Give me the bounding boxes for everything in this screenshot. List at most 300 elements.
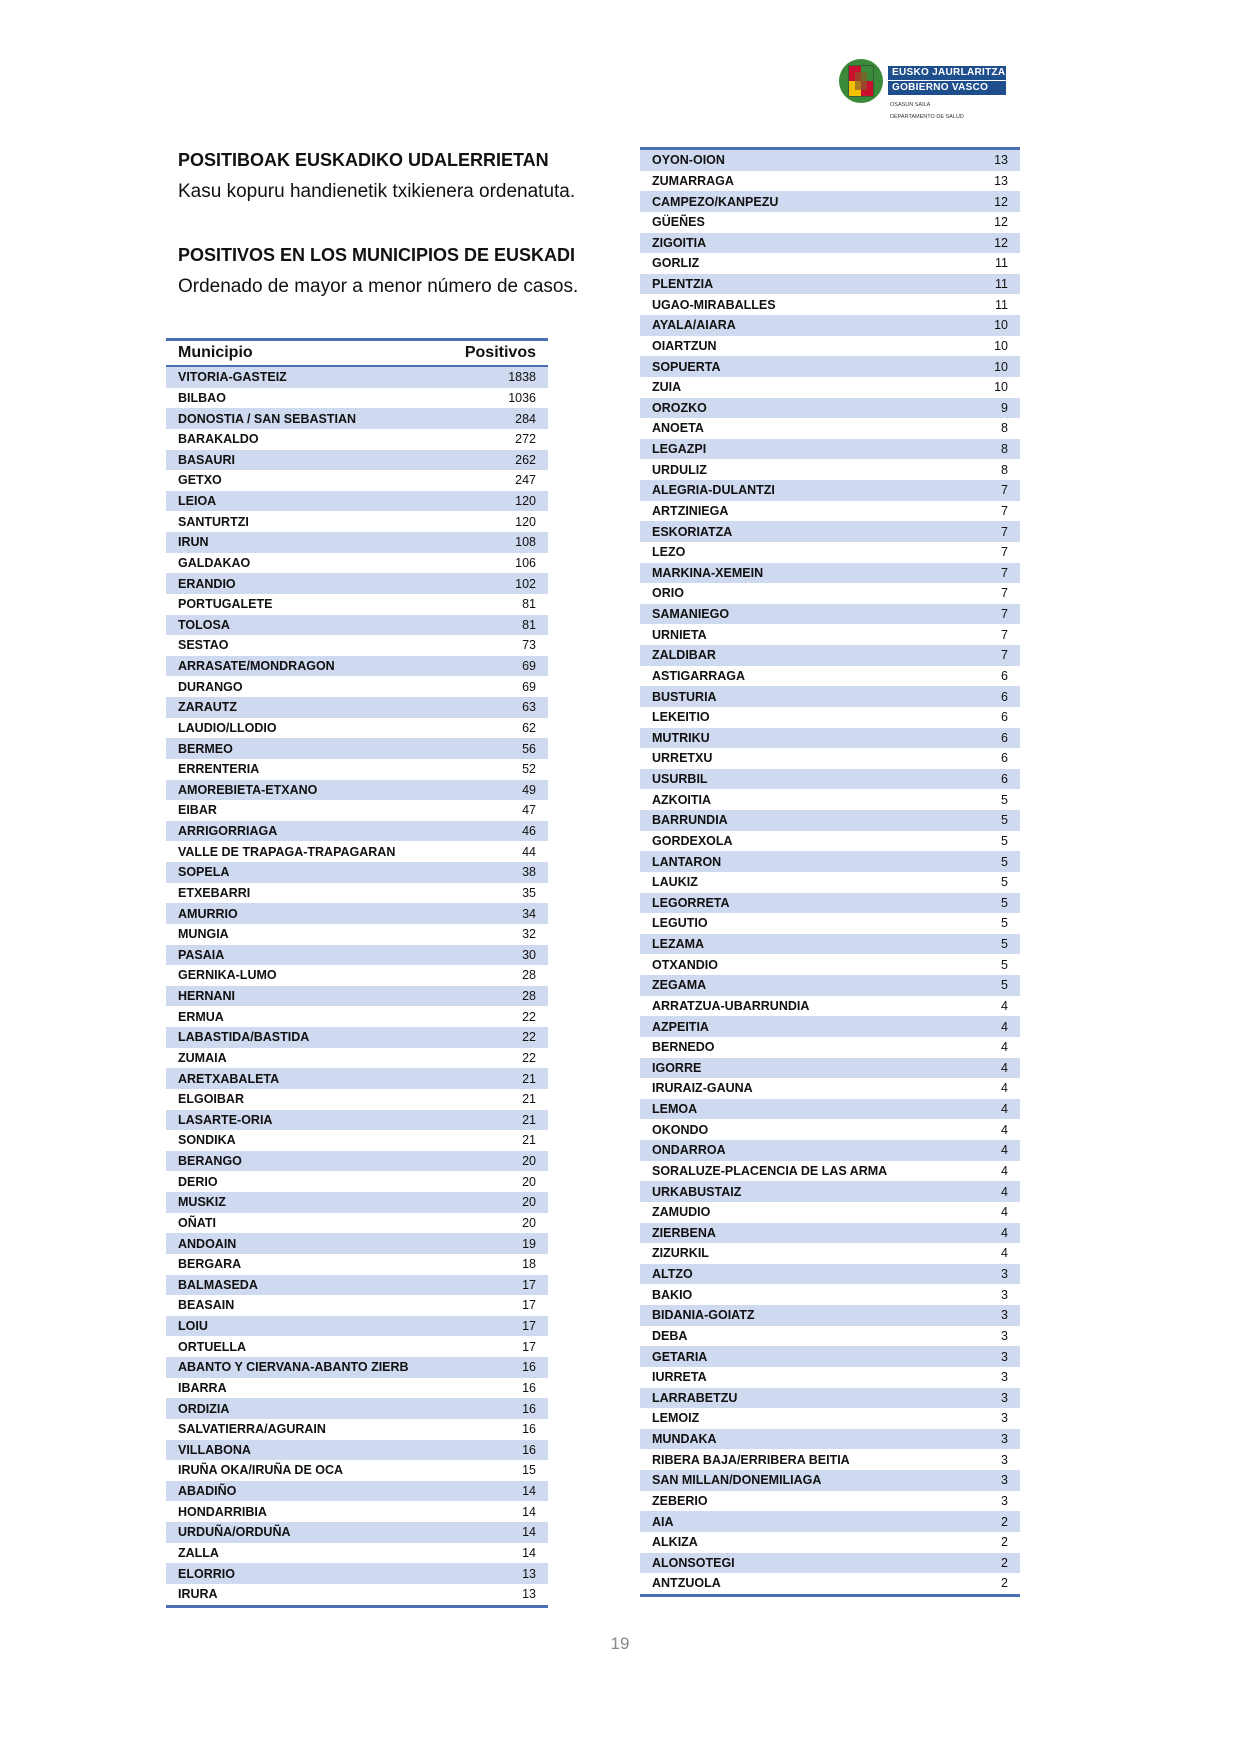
municipio-name: UGAO-MIRABALLES: [652, 297, 776, 312]
table-row: [166, 573, 548, 594]
positivos-value: 46: [522, 824, 536, 839]
positivos-value: 28: [522, 989, 536, 1004]
table-row: [640, 851, 1020, 872]
municipio-name: DURANGO: [178, 679, 243, 694]
table-row: [640, 150, 1020, 171]
positivos-value: 18: [522, 1257, 536, 1272]
municipio-name: AMURRIO: [178, 906, 238, 921]
table-footer-line: [640, 1594, 1020, 1597]
positivos-value: 2: [1001, 1535, 1008, 1550]
municipio-name: ELORRIO: [178, 1566, 235, 1581]
municipio-name: GALDAKAO: [178, 555, 251, 570]
table-row: [640, 1037, 1020, 1058]
municipio-name: MARKINA-XEMEIN: [652, 565, 764, 580]
table-row: [166, 408, 548, 429]
table-row: [166, 1027, 548, 1048]
municipio-name: MUTRIKU: [652, 730, 710, 745]
positivos-value: 21: [522, 1071, 536, 1086]
table-row: [166, 1254, 548, 1275]
positivos-value: 32: [522, 927, 536, 942]
positivos-value: 17: [522, 1339, 536, 1354]
municipio-name: LEGORRETA: [652, 895, 730, 910]
table-row: [640, 459, 1020, 480]
table-row: [640, 975, 1020, 996]
positivos-value: 5: [1001, 937, 1008, 952]
table-row: [640, 1470, 1020, 1491]
table-row: [166, 1275, 548, 1296]
table-row: [166, 1089, 548, 1110]
positivos-value: 62: [522, 720, 536, 735]
positivos-value: 7: [1001, 503, 1008, 518]
municipio-name: URDUÑA/ORDUÑA: [178, 1525, 291, 1540]
table-row: [640, 1284, 1020, 1305]
table-row: [166, 367, 548, 388]
positivos-value: 9: [1001, 400, 1008, 415]
right-table: [640, 147, 1020, 1597]
positivos-value: 5: [1001, 792, 1008, 807]
title-basque: POSITIBOAK EUSKADIKO UDALERRIETAN: [178, 150, 549, 170]
municipio-name: PASAIA: [178, 947, 225, 962]
table-footer-line: [166, 1605, 548, 1608]
municipio-name: ONDARROA: [652, 1143, 726, 1158]
municipio-name: MUNDAKA: [652, 1432, 717, 1447]
positivos-value: 17: [522, 1277, 536, 1292]
positivos-value: 7: [1001, 586, 1008, 601]
municipio-name: VITORIA-GASTEIZ: [178, 370, 287, 385]
positivos-value: 10: [994, 380, 1008, 395]
table-row: [166, 1440, 548, 1461]
positivos-value: 14: [522, 1545, 536, 1560]
positivos-value: 16: [522, 1380, 536, 1395]
logo-text-gobierno: GOBIERNO VASCO: [888, 81, 1006, 95]
table-row: [166, 1357, 548, 1378]
table-row: [166, 924, 548, 945]
table-row: [640, 1161, 1020, 1182]
table-row: [640, 810, 1020, 831]
table-row: [640, 872, 1020, 893]
table-row: [166, 429, 548, 450]
municipio-name: GETXO: [178, 473, 222, 488]
municipio-name: ARTZINIEGA: [652, 503, 729, 518]
municipio-name: OIARTZUN: [652, 338, 717, 353]
municipio-name: ANOETA: [652, 421, 704, 436]
municipio-name: ZIGOITIA: [652, 235, 707, 250]
positivos-value: 38: [522, 865, 536, 880]
positivos-value: 108: [515, 535, 536, 550]
table-row: [166, 1171, 548, 1192]
municipio-name: PORTUGALETE: [178, 597, 273, 612]
positivos-value: 22: [522, 1030, 536, 1045]
positivos-value: 14: [522, 1484, 536, 1499]
positivos-value: 6: [1001, 668, 1008, 683]
table-row: [166, 532, 548, 553]
table-row: [640, 1181, 1020, 1202]
positivos-value: 2: [1001, 1576, 1008, 1591]
municipio-name: OROZKO: [652, 400, 707, 415]
positivos-value: 7: [1001, 565, 1008, 580]
table-row: [166, 780, 548, 801]
positivos-value: 11: [995, 297, 1008, 312]
municipio-name: LAUDIO/LLODIO: [178, 720, 277, 735]
positivos-value: 7: [1001, 607, 1008, 622]
positivos-value: 1036: [508, 390, 536, 405]
municipio-name: ELGOIBAR: [178, 1092, 244, 1107]
positivos-value: 2: [1001, 1555, 1008, 1570]
positivos-value: 10: [994, 338, 1008, 353]
table-row: [640, 1511, 1020, 1532]
table-row: [166, 1006, 548, 1027]
municipio-name: ARETXABALETA: [178, 1071, 280, 1086]
positivos-value: 14: [522, 1504, 536, 1519]
positivos-value: 44: [522, 844, 536, 859]
municipio-name: LEMOIZ: [652, 1411, 700, 1426]
municipio-name: GETARIA: [652, 1349, 708, 1364]
municipio-name: AZKOITIA: [652, 792, 712, 807]
municipio-name: VILLABONA: [178, 1442, 251, 1457]
subtitle-spanish: Ordenado de mayor a menor número de casos.: [178, 276, 579, 297]
positivos-value: 63: [522, 700, 536, 715]
positivos-value: 3: [1001, 1328, 1008, 1343]
positivos-value: 22: [522, 1050, 536, 1065]
table-row: [640, 1346, 1020, 1367]
table-row: [640, 686, 1020, 707]
table-row: [640, 1408, 1020, 1429]
positivos-value: 6: [1001, 772, 1008, 787]
right-table-body: [640, 150, 1020, 1594]
table-row: [166, 553, 548, 574]
municipio-name: LABASTIDA/BASTIDA: [178, 1030, 310, 1045]
municipio-name: RIBERA BAJA/ERRIBERA BEITIA: [652, 1452, 850, 1467]
table-row: [166, 862, 548, 883]
municipio-name: BASAURI: [178, 452, 235, 467]
positivos-value: 247: [515, 473, 536, 488]
municipio-name: BIDANIA-GOIATZ: [652, 1308, 755, 1323]
municipio-name: USURBIL: [652, 772, 708, 787]
positivos-value: 4: [1001, 1143, 1008, 1158]
positivos-value: 5: [1001, 895, 1008, 910]
municipio-name: OYON-OION: [652, 153, 725, 168]
table-row: [166, 1295, 548, 1316]
positivos-value: 4: [1001, 1122, 1008, 1137]
positivos-value: 73: [522, 638, 536, 653]
table-row: [166, 1048, 548, 1069]
municipio-name: ZARAUTZ: [178, 700, 238, 715]
positivos-value: 4: [1001, 1081, 1008, 1096]
positivos-value: 4: [1001, 1019, 1008, 1034]
positivos-value: 1838: [508, 370, 536, 385]
positivos-value: 5: [1001, 833, 1008, 848]
positivos-value: 3: [1001, 1493, 1008, 1508]
municipio-name: DONOSTIA / SAN SEBASTIAN: [178, 411, 357, 426]
positivos-value: 20: [522, 1195, 536, 1210]
table-row: [640, 563, 1020, 584]
table-row: [640, 191, 1020, 212]
table-row: [640, 934, 1020, 955]
positivos-value: 272: [515, 432, 536, 447]
positivos-value: 2: [1001, 1514, 1008, 1529]
positivos-value: 6: [1001, 710, 1008, 725]
table-row: [640, 212, 1020, 233]
table-row: [640, 336, 1020, 357]
positivos-value: 6: [1001, 689, 1008, 704]
table-row: [640, 274, 1020, 295]
municipio-name: BEASAIN: [178, 1298, 235, 1313]
positivos-value: 12: [994, 235, 1008, 250]
title-spanish: POSITIVOS EN LOS MUNICIPIOS DE EUSKADI: [178, 245, 576, 265]
table-row: [640, 1016, 1020, 1037]
positivos-value: 21: [522, 1092, 536, 1107]
table-header: [166, 341, 548, 367]
table-row: [640, 439, 1020, 460]
municipio-name: BAKIO: [652, 1287, 693, 1302]
positivos-value: 13: [522, 1566, 536, 1581]
positivos-value: 7: [1001, 627, 1008, 642]
municipio-name: ANDOAIN: [178, 1236, 237, 1251]
table-row: [166, 883, 548, 904]
table-row: [640, 789, 1020, 810]
logo-department-eu: OSASUN SAILA: [890, 102, 931, 108]
table-row: [166, 1316, 548, 1337]
municipio-name: EIBAR: [178, 803, 217, 818]
municipio-name: LEKEITIO: [652, 710, 710, 725]
positivos-value: 10: [994, 318, 1008, 333]
municipio-name: ESKORIATZA: [652, 524, 733, 539]
table-row: [640, 1491, 1020, 1512]
positivos-value: 8: [1001, 442, 1008, 457]
positivos-value: 5: [1001, 813, 1008, 828]
positivos-value: 6: [1001, 751, 1008, 766]
table-row: [640, 707, 1020, 728]
municipio-name: IBARRA: [178, 1380, 227, 1395]
positivos-value: 17: [522, 1319, 536, 1334]
municipio-name: MUSKIZ: [178, 1195, 226, 1210]
table-row: [166, 388, 548, 409]
table-row: [166, 615, 548, 636]
municipio-name: ZUIA: [652, 380, 682, 395]
municipio-name: BARAKALDO: [178, 432, 259, 447]
table-row: [166, 1110, 548, 1131]
positivos-value: 5: [1001, 978, 1008, 993]
municipio-name: LOIU: [178, 1319, 208, 1334]
table-row: [640, 728, 1020, 749]
table-row: [166, 1584, 548, 1605]
table-row: [640, 501, 1020, 522]
table-row: [640, 1058, 1020, 1079]
table-row: [640, 996, 1020, 1017]
positivos-value: 284: [515, 411, 536, 426]
positivos-value: 3: [1001, 1452, 1008, 1467]
table-row: [640, 233, 1020, 254]
table-row: [166, 491, 548, 512]
positivos-value: 47: [522, 803, 536, 818]
table-row: [640, 1202, 1020, 1223]
municipio-name: IRUÑA OKA/IRUÑA DE OCA: [178, 1463, 344, 1478]
logo-text-eusko: EUSKO JAURLARITZA: [888, 66, 1006, 80]
municipio-name: SANTURTZI: [178, 514, 249, 529]
table-row: [166, 1501, 548, 1522]
table-row: [640, 521, 1020, 542]
municipio-name: SAMANIEGO: [652, 607, 730, 622]
municipio-name: URRETXU: [652, 751, 713, 766]
municipio-name: ERRENTERIA: [178, 762, 260, 777]
municipio-name: SORALUZE-PLACENCIA DE LAS ARMA: [652, 1163, 888, 1178]
table-row: [640, 769, 1020, 790]
table-row: [640, 1573, 1020, 1594]
table-row: [166, 718, 548, 739]
positivos-value: 8: [1001, 421, 1008, 436]
positivos-value: 49: [522, 782, 536, 797]
municipio-name: OKONDO: [652, 1122, 709, 1137]
municipio-name: ORTUELLA: [178, 1339, 247, 1354]
table-row: [166, 986, 548, 1007]
municipio-name: SALVATIERRA/AGURAIN: [178, 1422, 326, 1437]
table-row: [166, 1481, 548, 1502]
municipio-name: ARRATZUA-UBARRUNDIA: [652, 998, 810, 1013]
table-row: [640, 1243, 1020, 1264]
positivos-value: 3: [1001, 1287, 1008, 1302]
municipio-name: MUNGIA: [178, 927, 229, 942]
municipio-name: TOLOSA: [178, 617, 230, 632]
municipio-name: ZEGAMA: [652, 978, 707, 993]
municipio-name: ZALDIBAR: [652, 648, 716, 663]
table-row: [166, 656, 548, 677]
page-number: 19: [610, 1634, 630, 1653]
positivos-value: 4: [1001, 1246, 1008, 1261]
table-row: [166, 470, 548, 491]
positivos-value: 12: [994, 194, 1008, 209]
municipio-name: ORIO: [652, 586, 684, 601]
municipio-name: LANTARON: [652, 854, 722, 869]
table-row: [640, 583, 1020, 604]
positivos-value: 4: [1001, 1060, 1008, 1075]
positivos-value: 4: [1001, 1225, 1008, 1240]
table-row: [640, 1119, 1020, 1140]
table-row: [640, 913, 1020, 934]
positivos-value: 8: [1001, 462, 1008, 477]
positivos-value: 4: [1001, 1102, 1008, 1117]
municipio-name: IGORRE: [652, 1060, 702, 1075]
table-row: [166, 841, 548, 862]
positivos-value: 16: [522, 1442, 536, 1457]
table-row: [166, 1543, 548, 1564]
municipio-name: CAMPEZO/KANPEZU: [652, 194, 779, 209]
positivos-value: 6: [1001, 730, 1008, 745]
table-row: [640, 1326, 1020, 1347]
municipio-name: HERNANI: [178, 989, 235, 1004]
positivos-value: 11: [995, 256, 1008, 271]
municipio-name: ZAMUDIO: [652, 1205, 711, 1220]
positivos-value: 4: [1001, 1040, 1008, 1055]
table-row: [640, 253, 1020, 274]
positivos-value: 20: [522, 1174, 536, 1189]
table-row: [640, 1532, 1020, 1553]
municipio-name: AIA: [652, 1514, 674, 1529]
table-row: [640, 748, 1020, 769]
positivos-value: 69: [522, 679, 536, 694]
table-row: [640, 893, 1020, 914]
table-row: [640, 315, 1020, 336]
municipio-name: BERANGO: [178, 1154, 242, 1169]
municipio-name: BARRUNDIA: [652, 813, 728, 828]
positivos-value: 81: [522, 617, 536, 632]
municipio-name: LEMOA: [652, 1102, 698, 1117]
positivos-value: 3: [1001, 1390, 1008, 1405]
table-row: [166, 594, 548, 615]
municipio-name: LAUKIZ: [652, 875, 698, 890]
positivos-value: 11: [995, 277, 1008, 292]
positivos-value: 7: [1001, 545, 1008, 560]
positivos-value: 120: [515, 494, 536, 509]
table-row: [166, 1233, 548, 1254]
logo-department-es: DEPARTAMENTO DE SALUD: [890, 114, 964, 120]
positivos-value: 7: [1001, 648, 1008, 663]
municipio-name: ZUMAIA: [178, 1050, 227, 1065]
table-row: [640, 624, 1020, 645]
positivos-value: 13: [994, 153, 1008, 168]
positivos-value: 5: [1001, 957, 1008, 972]
positivos-value: 7: [1001, 524, 1008, 539]
table-row: [640, 171, 1020, 192]
positivos-value: 20: [522, 1215, 536, 1230]
table-row: [640, 1367, 1020, 1388]
municipio-name: AMOREBIETA-ETXANO: [178, 782, 318, 797]
coat-of-arms-icon: [838, 56, 884, 106]
municipio-name: ALKIZA: [652, 1535, 698, 1550]
positivos-value: 3: [1001, 1473, 1008, 1488]
table-row: [640, 377, 1020, 398]
positivos-value: 4: [1001, 998, 1008, 1013]
municipio-name: BERGARA: [178, 1257, 242, 1272]
municipio-name: LEZO: [652, 545, 686, 560]
municipio-name: ZEBERIO: [652, 1493, 708, 1508]
table-row: [166, 1192, 548, 1213]
positivos-value: 262: [515, 452, 536, 467]
col-municipio: Municipio: [178, 344, 253, 361]
positivos-value: 16: [522, 1422, 536, 1437]
table-row: [166, 1068, 548, 1089]
table-row: [640, 1553, 1020, 1574]
table-row: [640, 1305, 1020, 1326]
positivos-value: 4: [1001, 1205, 1008, 1220]
municipio-name: LEZAMA: [652, 937, 705, 952]
table-row: [640, 1429, 1020, 1450]
municipio-name: BALMASEDA: [178, 1277, 258, 1292]
municipio-name: BILBAO: [178, 390, 226, 405]
positivos-value: 35: [522, 885, 536, 900]
positivos-value: 69: [522, 659, 536, 674]
table-row: [166, 903, 548, 924]
municipio-name: GORDEXOLA: [652, 833, 733, 848]
municipio-name: IURRETA: [652, 1370, 707, 1385]
municipio-name: BERNEDO: [652, 1040, 715, 1055]
municipio-name: ASTIGARRAGA: [652, 668, 746, 683]
municipio-name: PLENTZIA: [652, 277, 714, 292]
municipio-name: BUSTURIA: [652, 689, 717, 704]
municipio-name: ETXEBARRI: [178, 885, 251, 900]
table-row: [166, 945, 548, 966]
positivos-value: 81: [522, 597, 536, 612]
municipio-name: SAN MILLAN/DONEMILIAGA: [652, 1473, 822, 1488]
municipio-name: URKABUSTAIZ: [652, 1184, 742, 1199]
positivos-value: 4: [1001, 1163, 1008, 1178]
table-row: [166, 1419, 548, 1440]
government-logo: [838, 56, 1018, 128]
table-row: [640, 1140, 1020, 1161]
municipio-name: ABADIÑO: [178, 1484, 237, 1499]
table-row: [640, 954, 1020, 975]
table-row: [166, 1151, 548, 1172]
positivos-value: 34: [522, 906, 536, 921]
